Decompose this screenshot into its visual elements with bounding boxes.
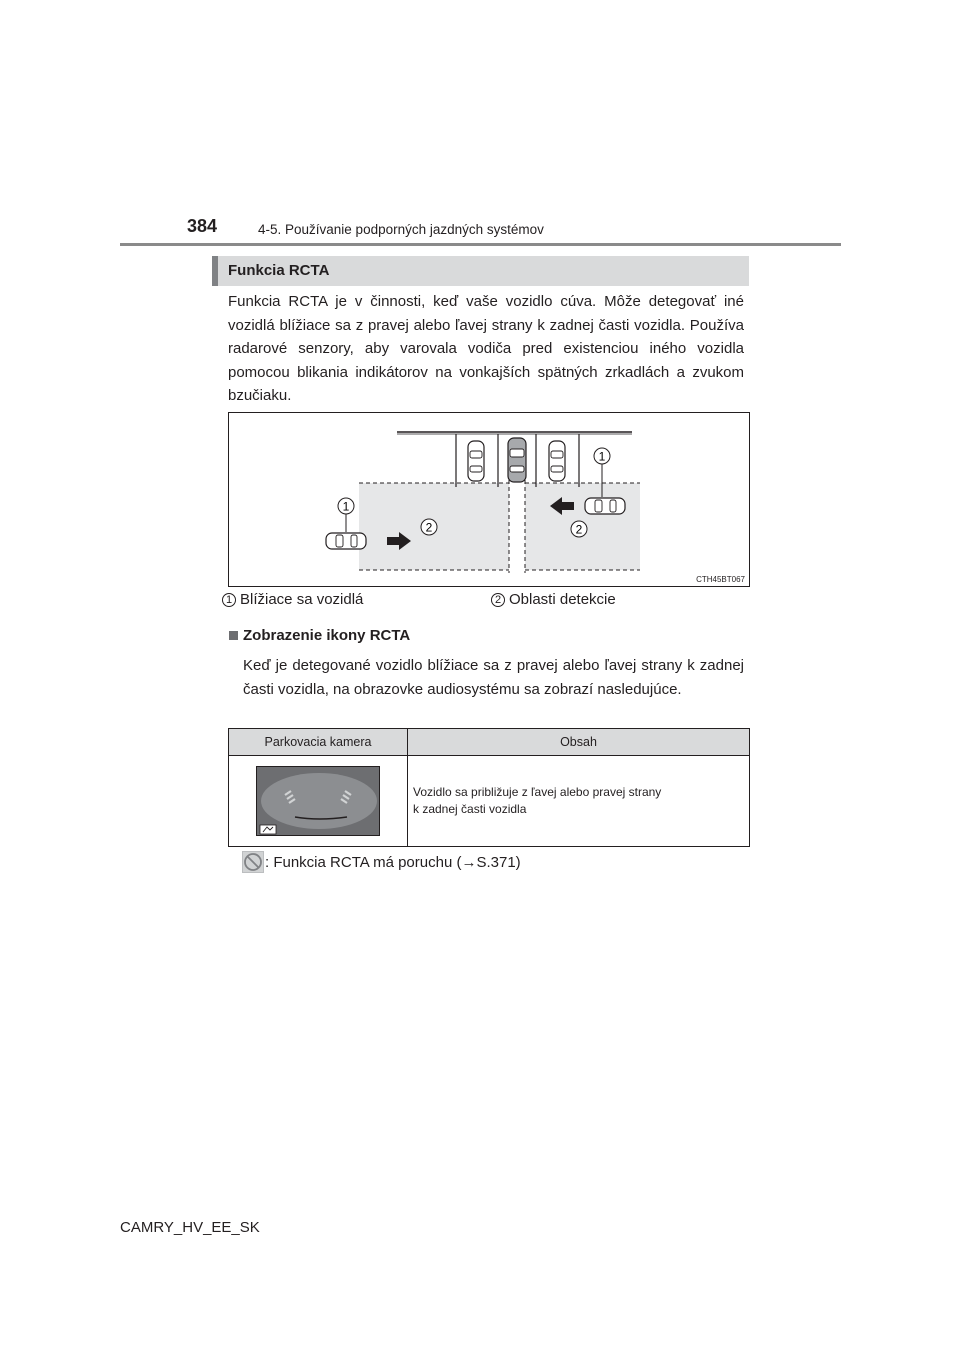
table-row — [229, 756, 750, 847]
section-title: Funkcia RCTA — [228, 262, 330, 279]
diagram-callout-1b: 1 — [598, 449, 606, 464]
diagram-callout-1a: 1 — [342, 499, 350, 514]
diagram-callout-2b: 2 — [575, 522, 583, 537]
subsection-heading — [229, 627, 410, 644]
diagram-code: CTH45BT067 — [696, 575, 745, 584]
legend-item-approaching — [222, 591, 363, 608]
content-line: k zadnej časti vozidla — [413, 802, 527, 816]
table-header-row — [229, 729, 750, 756]
page-number: 384 — [187, 216, 218, 236]
legend-number-badge: 1 — [222, 593, 236, 607]
legend-item-detection — [491, 591, 616, 608]
table-cell-image — [229, 756, 408, 847]
rcta-diagram — [228, 412, 750, 587]
diagram-callout-2a: 2 — [425, 520, 433, 535]
section-title-accent — [212, 256, 218, 286]
chapter-title: 4-5. Používanie podporných jazdných systémov — [258, 222, 544, 237]
legend-label: Blížiace sa vozidlá — [240, 591, 364, 608]
table-cell-content — [408, 756, 750, 847]
rcta-screen-icon — [257, 767, 379, 835]
camera-screen-illustration — [256, 766, 380, 836]
rcta-icon-table — [228, 728, 750, 847]
subsection-title: Zobrazenie ikony RCTA — [243, 627, 411, 644]
table-header-camera: Parkovacia kamera — [229, 729, 408, 756]
legend-label: Oblasti detekcie — [509, 591, 616, 608]
square-bullet-icon — [229, 631, 238, 640]
legend-number-badge: 2 — [491, 593, 505, 607]
rcta-malfunction-icon — [242, 851, 264, 873]
footer-model-code: CAMRY_HV_EE_SK — [120, 1219, 260, 1236]
header-divider — [120, 243, 841, 246]
content-line: Vozidlo sa približuje z ľavej alebo pravej strany — [413, 785, 662, 799]
table-header-content: Obsah — [408, 729, 750, 756]
malfunction-note-text: : Funkcia RCTA má poruchu (→S.371) — [265, 853, 521, 871]
malfunction-note — [242, 851, 521, 873]
rcta-diagram-illustration — [229, 413, 749, 586]
section-paragraph: Funkcia RCTA je v činnosti, keď vaše vozidlo cúva. Môže detegovať iné vozidlá blížiace sa z pravej alebo ľavej strany k zadnej časti vozidla. Používa radarové senzory, aby varovala vodiča pred existenciou iného vozidla pomocou blikania indikátorov na vonkajších spätných zrkadlách a zvukom bzučiaku. — [228, 293, 744, 405]
subsection-paragraph: Keď je detegované vozidlo blížiace sa z pravej alebo ľavej strany k zadnej časti vozidla, na obrazovke audiosystému sa zobrazí nasledujúce. — [243, 657, 744, 698]
